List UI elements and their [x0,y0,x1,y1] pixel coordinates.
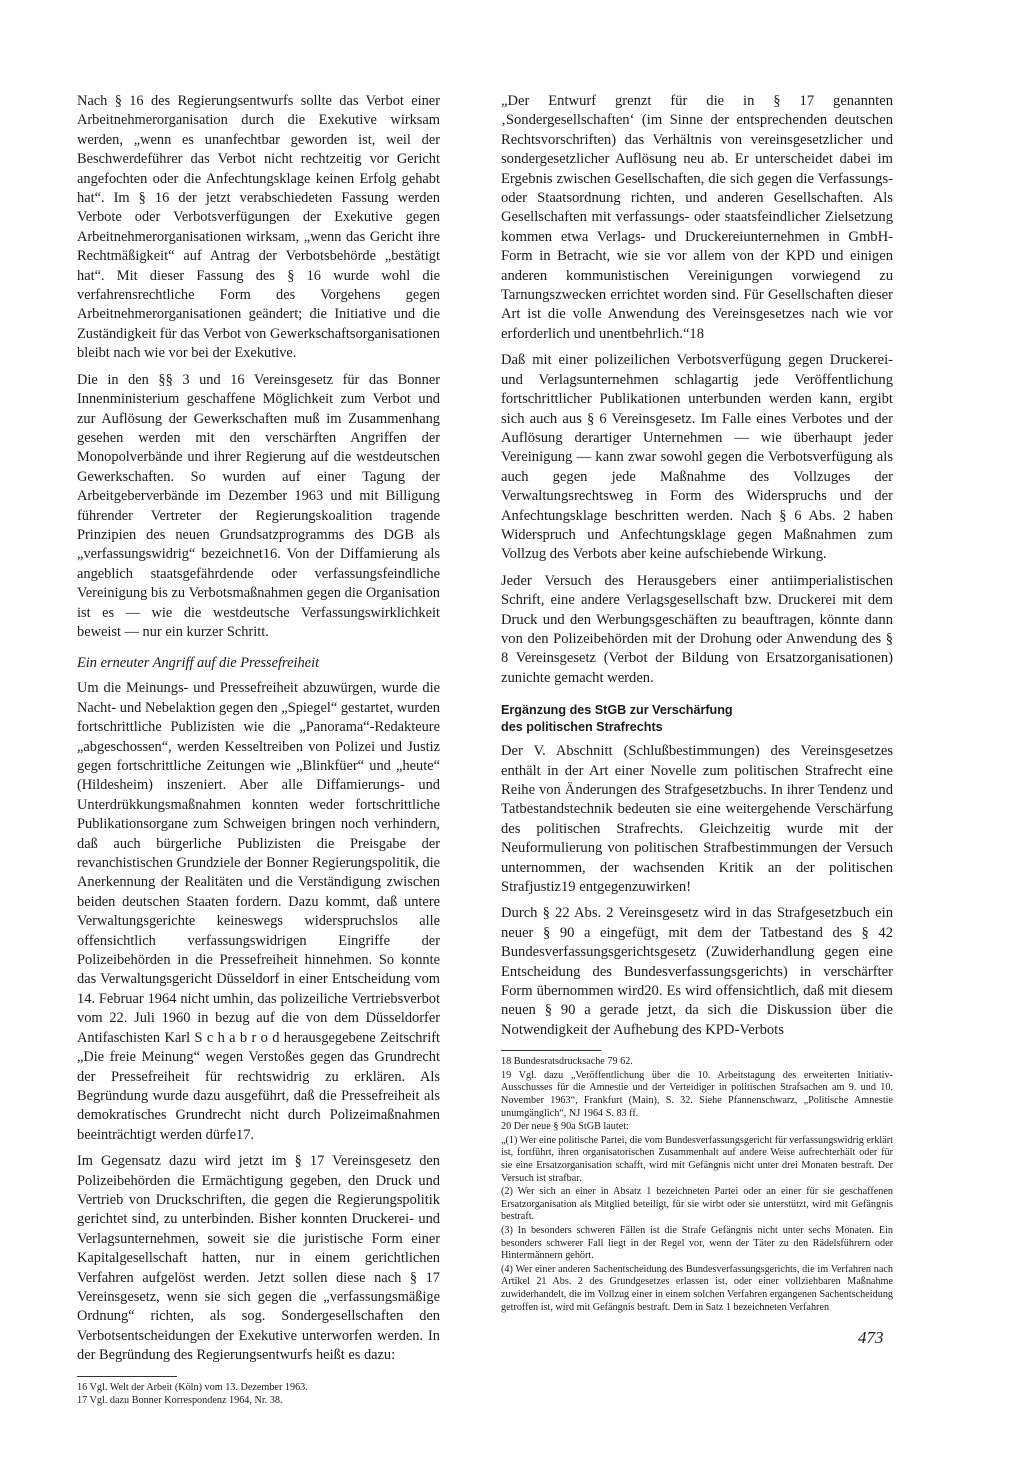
quotation-paragraph: „Der Entwurf grenzt für die in § 17 genannten ‚Sondergesellschaften‘ (im Sinne der entsprechenden deutschen Rechtsvorschriften) das Verhältnis von vereinsgesetzlicher und sondergesetzlicher Auflösung neu ab. Er unterscheidet dabei im Ergebnis zwischen Gesellschaften, die sich gegen die Verfassungs- oder Staatsordnung richten, und anderen Gesellschaften. Als Gesellschaften mit verfassungs- oder staatsfeindlicher Zielsetzung kommen etwa Verlags- und Druckereiunternehmen in GmbH-Form in Betracht, wie sie vor allem von der KPD und einigen anderen kommunistischen Vereinigungen vorwiegend zu Tarnungszwecken errichtet worden sind. Für Gesellschaften dieser Art ist die volle Anwendung des Vereinsgesetzes nach wie vor erforderlich und unentbehrlich.“18 [501,93,893,342]
footnote-clause: „(1) Wer eine politische Partei, die vom Bundesverfassungsgericht für verfassungswidrig erklärt ist, fortführt, ihren organisatorischen Zusammenhalt auf andere Weise aufrechterhält oder für sie eine Ersatzorganisation schafft, wird mit Gefängnis nicht unter drei Monaten bestraft. Der Versuch ist strafbar. [501,1134,893,1184]
paragraph: Jeder Versuch des Herausgebers einer antiimperialistischen Schrift, eine andere Verlagsgesellschaft bzw. Druckerei mit dem Druck und den Werbungsgeschäften zu beauftragen, könnte dann von den Polizeibehörden mit der Drohung oder Anwendung des § 8 Vereinsgesetz (Verbot der Bildung von Ersatzorganisationen) zunichte gemacht werden. [501,572,893,686]
paragraph: Im Gegensatz dazu wird jetzt im § 17 Vereinsgesetz den Polizeibehörden die Ermächtigung gegeben, den Druck und Vertrieb von Druckschriften, die gegen die Regierungspolitik gerichtet sind, zu unterbinden. Bisher konnten Druckerei- und Verlagsunternehmen, soweit sie die juristische Form einer Kapitalgesellschaft hatten, nur in einem gerichtlichen Verfahren aufgelöst werden. Jetzt sollen diese nach § 17 Vereinsgesetz, wenn sie sich gegen die „verfassungsmäßige Ordnung“ richten, als sog. Sondergesellschaften den Verbotsentscheidungen der Exekutive unterworfen werden. In der Begründung des Regierungsentwurfs heißt es dazu: [77,1153,440,1364]
footnote: 16 Vgl. Welt der Arbeit (Köln) vom 13. Dezember 1963. [77,1381,308,1393]
left-column [77,92,440,1409]
section-heading-line: des politischen Strafrechts [501,720,663,735]
footnote: 20 Der neue § 90a StGB lautet: [501,1121,629,1133]
footnote-divider [501,1050,601,1051]
paragraph: Um die Meinungs- und Pressefreiheit abzuwürgen, wurde die Nacht- und Nebelaktion gegen den „Spiegel“ gestartet, wurden fortschrittliche Publizisten wie die „Panorama“-Redakteure „abgeschossen“, werden Kesseltreiben von Polizei und Justiz gegen fortschrittliche Zeitungen wie „Blinkfüer“ und „heute“ (Hildesheim) inszeniert. Aber alle Diffamierungs- und Unterdrükkungsmaßnahmen konnten weder fortschrittliche Publikationsorgane zum Schweigen bringen noch verhindern, daß auch bürgerliche Publizisten die Preisgabe der revanchistischen Grundziele der Bonner Regierungspolitik, die Anerkennung der Realitäten und die Verständigung zwischen beiden deutschen Staaten fordern. Dazu kommt, daß untere Verwaltungsgerichte keineswegs widerspruchslos alle offensichtlich verfassungswidrigen Eingriffe der Polizeibehörden in die Pressefreiheit hinnehmen. So konnte das Verwaltungsgericht Düsseldorf in einer Entscheidung vom 14. Februar 1964 nicht umhin, das polizeiliche Vertriebsverbot vom 22. Juli 1960 in bezug auf die von dem Düsseldorfer Antifaschisten Karl S c h a b r o d herausgegebene Zeitschrift „Die freie Meinung“ wegen Verstoßes gegen das Grundrecht der Pressefreiheit für rechtswidrig zu erklären. Als Begründung wurde dazu ausgeführt, daß die Pressefreiheit als demokratisches Grundrecht nicht durch Polizeimaßnahmen beeinträchtigt werden dürfe17. [77,680,440,1143]
footnote: 18 Bundesratsdrucksache 79 62. [501,1056,633,1068]
right-column [501,92,893,1315]
paragraph: Daß mit einer polizeilichen Verbotsverfügung gegen Druckerei- und Verlagsunternehmen schlagartig jede Veröffentlichung fortschrittlicher Publikationen unterbunden werden kann, ergibt sich auch aus § 6 Vereinsgesetz. Im Falle eines Verbotes und der Auflösung derartiger Unternehmen — wie überhaupt jeder Vereinigung — kann zwar sowohl gegen die Verbotsverfügung als auch gegen jede Maßnahme des Vollzuges der Verwaltungsrechtsweg in Form des Widerspruchs und der Anfechtungsklage beschritten werden. Nach § 6 Abs. 2 haben Widerspruch und Anfechtungsklage gegen Maßnahmen zum Vollzug des Verbots aber keine aufschiebende Wirkung. [501,352,893,563]
paragraph: Der V. Abschnitt (Schlußbestimmungen) des Vereinsgesetzes enthält in der Art einer Novelle zum politischen Strafrecht eine Reihe von Änderungen des Strafgesetzbuchs. In ihrer Tendenz und Tatbestandstechnik bedeuten sie eine weitergehende Verschärfung des politischen Strafrechts. Gleichzeitig wurde mit der Neuformulierung von politischen Strafbestimmungen der Versuch unternommen, der wachsenden Kritik an der politischen Strafjustiz19 entgegenzuwirken! [501,743,893,896]
section-heading [501,702,893,736]
footnote-clause: (3) In besonders schweren Fällen ist die Strafe Gefängnis nicht unter sechs Monaten. Ein besonders schwerer Fall liegt in der Regel vor, wenn der Täter zu den Rädelsführern oder Hintermännern gehört. [501,1225,893,1262]
footnote-clause: (4) Wer einer anderen Sachentscheidung des Bundesverfassungsgerichts, die im Verfahren nach Artikel 21 Abs. 2 des Grundgesetzes erlassen ist, oder einer vollziehbaren Maßnahme zuwiderhandelt, die im Vollzug einer in einem solchen Verfahren ergangenen Sachentscheidung getroffen ist, wird mit Gefängnis bestraft. Dem in Satz 1 bezeichneten Verfahren [501,1263,893,1313]
paragraph: Nach § 16 des Regierungsentwurfs sollte das Verbot einer Arbeitnehmerorganisation durch die Exekutive wirksam werden, „wenn es unanfechtbar geworden ist, weil der Beschwerdeführer das Verbot nicht rechtzeitig vor Gericht angefochten oder die Anfechtungsklage keinen Erfolg gehabt hat“. Im § 16 der jetzt verabschiedeten Fassung werden Verbote oder Verbotsverfügungen der Exekutive gegen Arbeitnehmerorganisationen wirksam, „wenn das Gericht ihre Rechtmäßigkeit“ auf Antrag der Verbotsbehörde „bestätigt hat“. Mit dieser Fassung des § 16 wurde wohl die verfahrensrechtliche Form des Vorgehens gegen Arbeitnehmerorganisationen geändert; die Initiative und die Zuständigkeit für das Verbot von Gewerkschaftsorganisationen bleibt nach wie vor bei der Exekutive. [77,93,440,362]
paragraph: Die in den §§ 3 und 16 Vereinsgesetz für das Bonner Innenministerium geschaffene Möglichkeit zum Verbot und zur Auflösung der Gewerkschaften muß im Zusammenhang gesehen werden mit den verschärften Angriffen der Monopolverbände und ihrer Regierung auf die westdeutschen Gewerkschaften. So wurden auf einer Tagung der Arbeitgeberverbände im Dezember 1963 und mit Billigung führender Vertreter der Regierungskoalition tragende Prinzipien des neuen Grundsatzprogramms des DGB als „verfassungswidrig“ bezeichnet16. Von der Diffamierung als angeblich staatsgefährdende oder verfassungsfeindliche Vereinigung bis zu Verbotsmaßnahmen gegen die Organisation ist es — wie die westdeutsche Verfassungswirklichkeit beweist — nur ein kurzer Schritt. [77,371,440,640]
section-heading: Ein erneuter Angriff auf die Pressefreiheit [77,655,320,672]
footnote-divider [77,1376,177,1377]
footnote: 19 Vgl. dazu „Veröffentlichung über die 10. Arbeitstagung des erweiterten Initiativ-Ausschusses für die Amnestie und der Verteidiger in politischen Strafsachen am 9. und 10. November 1963“, Frankfurt (Main), S. 32. Siehe Pfannenschwarz, „Politische Amnestie unumgänglich“, NJ 1964 S. 83 ff. [501,1069,893,1119]
paragraph: Durch § 22 Abs. 2 Vereinsgesetz wird in das Strafgesetzbuch ein neuer § 90 a eingefügt, mit dem der Tatbestand des § 42 Bundesverfassungsgerichtsgesetz (Zuwiderhandlung gegen eine Entscheidung des Bundesverfassungsgerichts) in verschärfter Form übernommen wird20. Es wird offensichtlich, daß mit diesem neuen § 90 a gerade jetzt, da sich die Diskussion über die Notwendigkeit der Aufhebung des KPD-Verbots [501,905,893,1038]
footnote: 17 Vgl. dazu Bonner Korrespondenz 1964, Nr. 38. [77,1395,283,1407]
footnote-clause: (2) Wer sich an einer in Absatz 1 bezeichneten Partei oder an einer für sie geschaffenen Ersatzorganisation als Mitglied beteiligt, für sie wirbt oder sie unterstützt, wird mit Gefängnis bestraft. [501,1186,893,1223]
section-heading-line: Ergänzung des StGB zur Verschärfung [501,703,733,718]
page-number: 473 [858,1328,884,1347]
